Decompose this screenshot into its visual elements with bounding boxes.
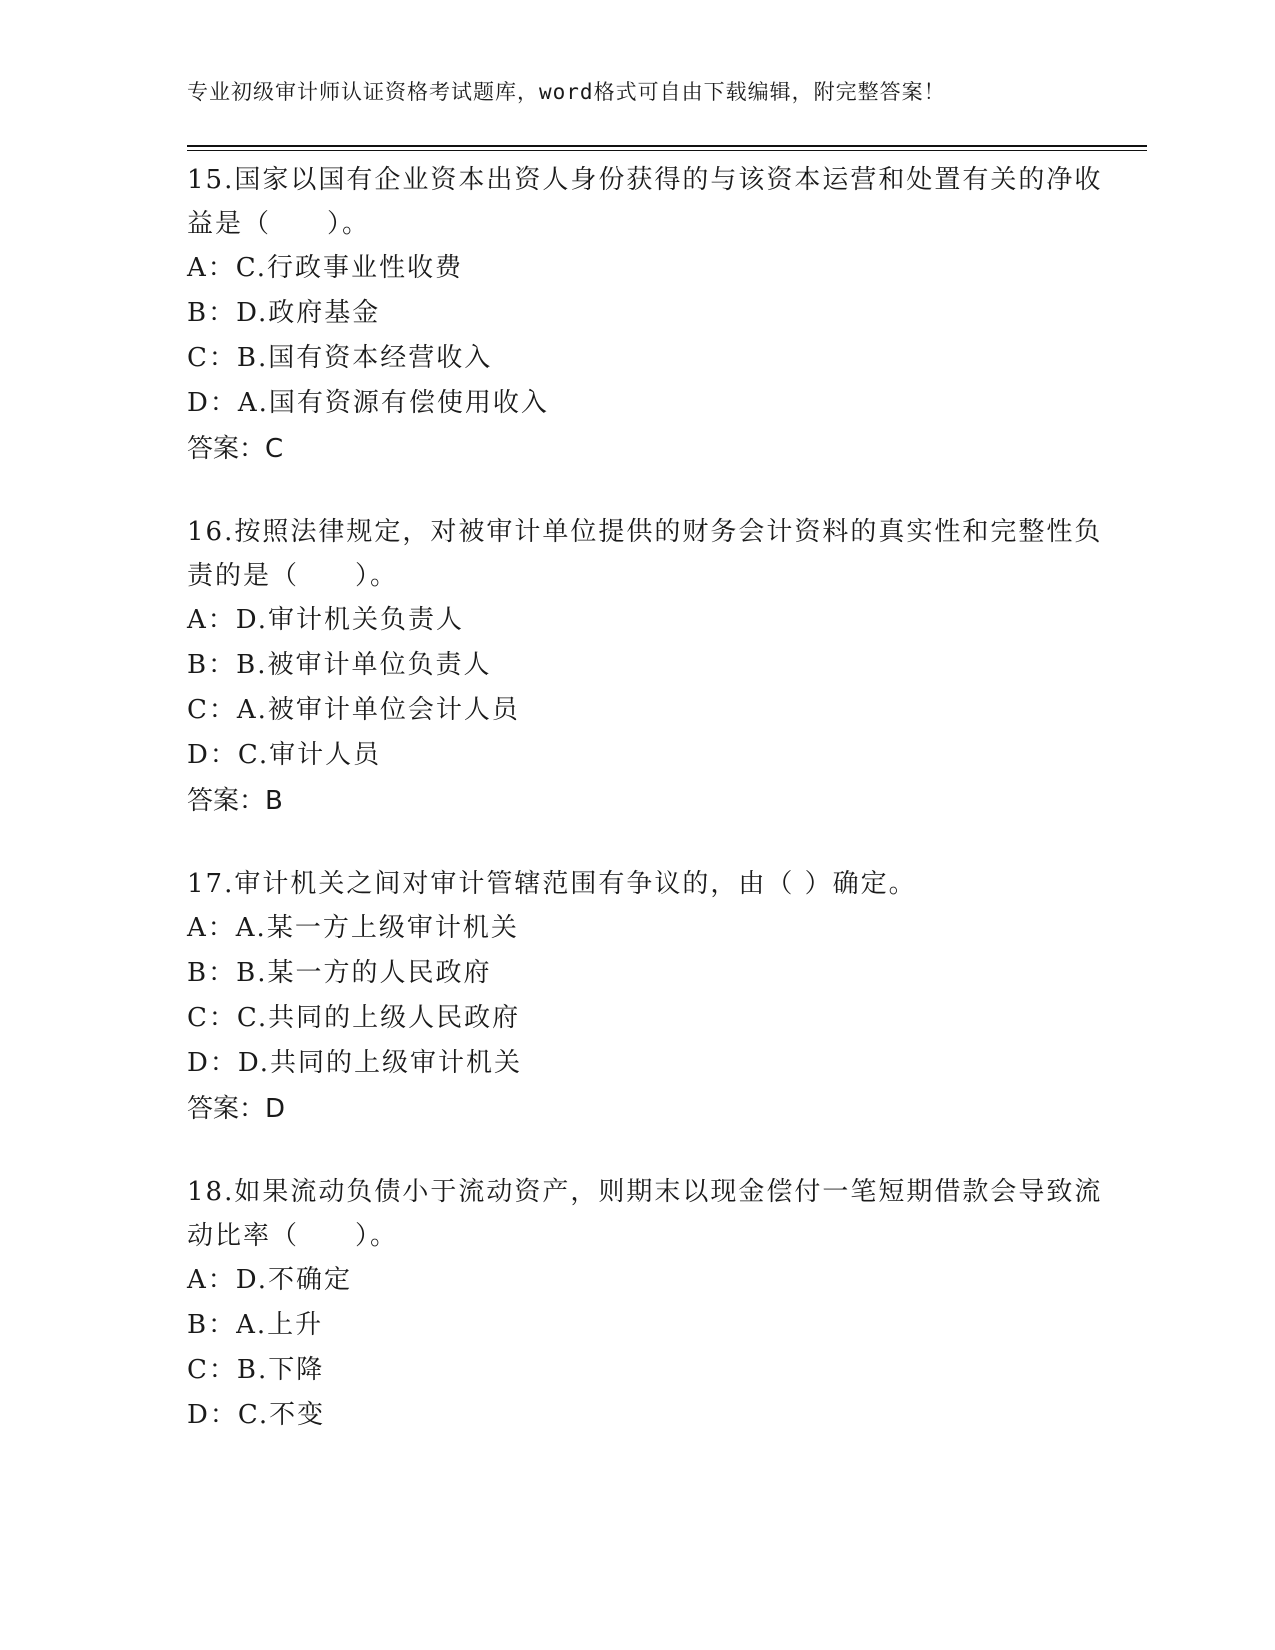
option-b: B：D.政府基金 — [187, 298, 381, 328]
answer: 答案：D — [187, 1094, 286, 1124]
answer: 答案：B — [187, 786, 283, 816]
option-c: C：B.下降 — [187, 1355, 325, 1385]
option-d: D：D.共同的上级审计机关 — [187, 1048, 523, 1078]
option-a: A：D.不确定 — [187, 1265, 352, 1295]
header-rule-thin — [187, 150, 1147, 151]
option-a: A：C.行政事业性收费 — [187, 253, 464, 283]
question-stem: 16.按照法律规定，对被审计单位提供的财务会计资料的真实性和完整性负责的是（ ）。 — [187, 517, 1103, 591]
question-18 — [187, 1170, 1107, 1438]
question-stem: 15.国家以国有企业资本出资人身份获得的与该资本运营和处置有关的净收益是（ ）。 — [187, 165, 1103, 239]
page-header: 专业初级审计师认证资格考试题库，word格式可自由下载编辑，附完整答案！ — [187, 80, 946, 104]
option-c: C：C.共同的上级人民政府 — [187, 1003, 521, 1033]
question-stem: 17.审计机关之间对审计管辖范围有争议的，由（ ）确定。 — [187, 869, 917, 899]
option-c: C：A.被审计单位会计人员 — [187, 695, 520, 725]
option-c: C：B.国有资本经营收入 — [187, 343, 493, 373]
question-list — [187, 158, 1107, 1475]
question-stem: 18.如果流动负债小于流动资产，则期末以现金偿付一笔短期借款会导致流动比率（ ）。 — [187, 1177, 1103, 1251]
question-17 — [187, 862, 1107, 1133]
option-a: A：D.审计机关负责人 — [187, 605, 464, 635]
option-b: B：B.某一方的人民政府 — [187, 958, 492, 988]
option-b: B：B.被审计单位负责人 — [187, 650, 492, 680]
question-15 — [187, 158, 1107, 473]
answer: 答案：C — [187, 434, 284, 464]
option-d: D：C.不变 — [187, 1400, 326, 1430]
option-d: D：A.国有资源有偿使用收入 — [187, 388, 549, 418]
question-16 — [187, 510, 1107, 825]
option-a: A：A.某一方上级审计机关 — [187, 913, 519, 943]
option-b: B：A.上升 — [187, 1310, 324, 1340]
option-d: D：C.审计人员 — [187, 740, 382, 770]
header-rule-thick — [187, 145, 1147, 147]
